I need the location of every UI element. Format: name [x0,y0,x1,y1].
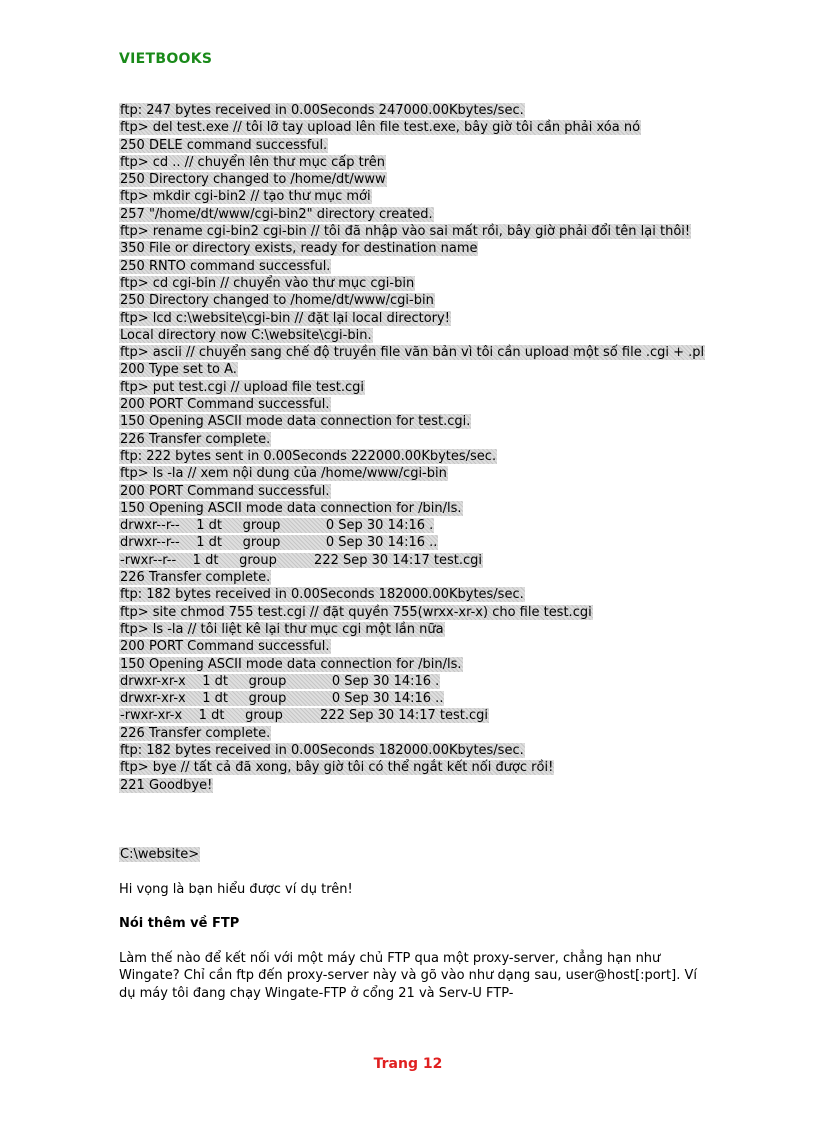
console-line [119,690,719,707]
console-line-text: ftp: 222 bytes sent in 0.00Seconds 222000.00Kbytes/sec. [120,448,497,464]
page-number: Trang 12 [373,1056,443,1072]
command-prompt [119,846,200,863]
console-line [119,206,719,223]
console-line-text: Local directory now C:\website\cgi-bin. [120,327,372,343]
console-line [119,483,719,500]
console-line-text: drwxr-xr-x 1 dt group 0 Sep 30 14:16 .. [120,691,444,707]
console-line [119,361,719,378]
console-line [119,500,719,517]
console-line-text: drwxr-xr-x 1 dt group 0 Sep 30 14:16 . [120,673,440,689]
console-line-text: 200 PORT Command successful. [120,639,330,655]
section-heading: Nói thêm về FTP [119,916,240,931]
console-line-text: ftp> ascii // chuyển sang chế độ truyền file văn bản vì tôi cần upload một số file .cgi + .pl [120,345,705,361]
console-line-text: 250 Directory changed to /home/dt/www/cgi-bin [120,293,434,309]
console-line-text: ftp> del test.exe // tôi lỡ tay upload lên file test.exe, bây giờ tôi cần phải xóa nó [120,120,641,136]
console-line-text: 150 Opening ASCII mode data connection for /bin/ls. [120,500,462,516]
closing-paragraph: Hi vọng là bạn hiểu được ví dụ trên! [119,882,353,897]
console-line [119,517,719,534]
console-line-text: 250 Directory changed to /home/dt/www [120,172,386,188]
console-line [119,137,719,154]
console-line-text: ftp> lcd c:\website\cgi-bin // đặt lại local directory! [120,310,450,326]
console-line [119,707,719,724]
console-line-text: -rwxr-xr-x 1 dt group 222 Sep 30 14:17 test.cgi [120,708,489,724]
console-line-text: ftp> ls -la // tôi liệt kê lại thư mục cgi một lần nữa [120,621,444,637]
console-line [119,604,719,621]
console-line [119,552,719,569]
console-line-text: ftp> rename cgi-bin2 cgi-bin // tôi đã nhập vào sai mất rồi, bây giờ phải đổi tên lại thôi! [120,224,691,240]
console-line-text: 226 Transfer complete. [120,431,271,447]
console-line [119,275,719,292]
console-line [119,621,719,638]
console-line [119,673,719,690]
proxy-paragraph: Làm thế nào để kết nối với một máy chủ FTP qua một proxy-server, chẳng hạn như Wingate? Chỉ cần ftp đến proxy-server này và gõ vào như dạng sau, user@host[:port]. Ví dụ máy tôi đang chạy Wingate-FTP ở cổng 21 và Serv-U FTP- [119,951,697,1001]
console-line-text: 221 Goodbye! [120,777,213,793]
console-line [119,154,719,171]
console-line-text: ftp> mkdir cgi-bin2 // tạo thư mục mới [120,189,371,205]
console-line-text: drwxr--r-- 1 dt group 0 Sep 30 14:16 . [120,518,434,534]
console-line-text: ftp> ls -la // xem nội dung của /home/www/cgi-bin [120,466,447,482]
console-line-text: ftp: 247 bytes received in 0.00Seconds 247000.00Kbytes/sec. [120,103,524,118]
console-line-text: ftp> site chmod 755 test.cgi // đặt quyền 755(wrxx-xr-x) cho file test.cgi [120,604,592,620]
console-line [119,413,719,430]
console-line-text: 200 Type set to A. [120,362,237,378]
document-header: VIETBOOKS [119,51,213,67]
console-line-text: 150 Opening ASCII mode data connection for /bin/ls. [120,656,462,672]
console-line [119,586,719,603]
console-line-text: 250 RNTO command successful. [120,258,331,274]
console-line [119,431,719,448]
console-line-text: 350 File or directory exists, ready for destination name [120,241,478,257]
console-line [119,344,719,361]
console-line [119,310,719,327]
console-line [119,171,719,188]
console-line-text: 200 PORT Command successful. [120,397,330,413]
ftp-session-transcript [119,102,719,794]
console-line-text: -rwxr--r-- 1 dt group 222 Sep 30 14:17 test.cgi [120,552,483,568]
console-line [119,240,719,257]
console-line-text: drwxr--r-- 1 dt group 0 Sep 30 14:16 .. [120,535,438,551]
console-line [119,777,719,794]
console-line [119,396,719,413]
console-line-text: ftp: 182 bytes received in 0.00Seconds 182000.00Kbytes/sec. [120,587,524,603]
console-line-text: 257 "/home/dt/www/cgi-bin2" directory created. [120,206,433,222]
console-line [119,725,719,742]
console-line-text: 226 Transfer complete. [120,570,271,586]
console-line [119,258,719,275]
console-line-text: 250 DELE command successful. [120,137,328,153]
console-line [119,102,719,119]
command-prompt-text: C:\website> [120,847,200,862]
console-line [119,465,719,482]
console-line-text: ftp> cd .. // chuyển lên thư mục cấp trên [120,154,385,170]
console-line [119,656,719,673]
console-line [119,759,719,776]
console-line-text: ftp: 182 bytes received in 0.00Seconds 182000.00Kbytes/sec. [120,742,524,758]
console-line-text: ftp> bye // tất cả đã xong, bây giờ tôi có thể ngắt kết nối được rồi! [120,760,554,776]
console-line [119,188,719,205]
console-line [119,742,719,759]
console-line [119,448,719,465]
console-line [119,569,719,586]
console-line-text: 200 PORT Command successful. [120,483,330,499]
console-line [119,638,719,655]
console-line [119,292,719,309]
console-line-text: ftp> cd cgi-bin // chuyển vào thư mục cgi-bin [120,275,415,291]
console-line [119,379,719,396]
console-line-text: ftp> put test.cgi // upload file test.cgi [120,379,365,395]
console-line [119,119,719,136]
console-line-text: 150 Opening ASCII mode data connection for test.cgi. [120,414,471,430]
console-line [119,223,719,240]
console-line-text: 226 Transfer complete. [120,725,271,741]
console-line [119,327,719,344]
console-line [119,534,719,551]
